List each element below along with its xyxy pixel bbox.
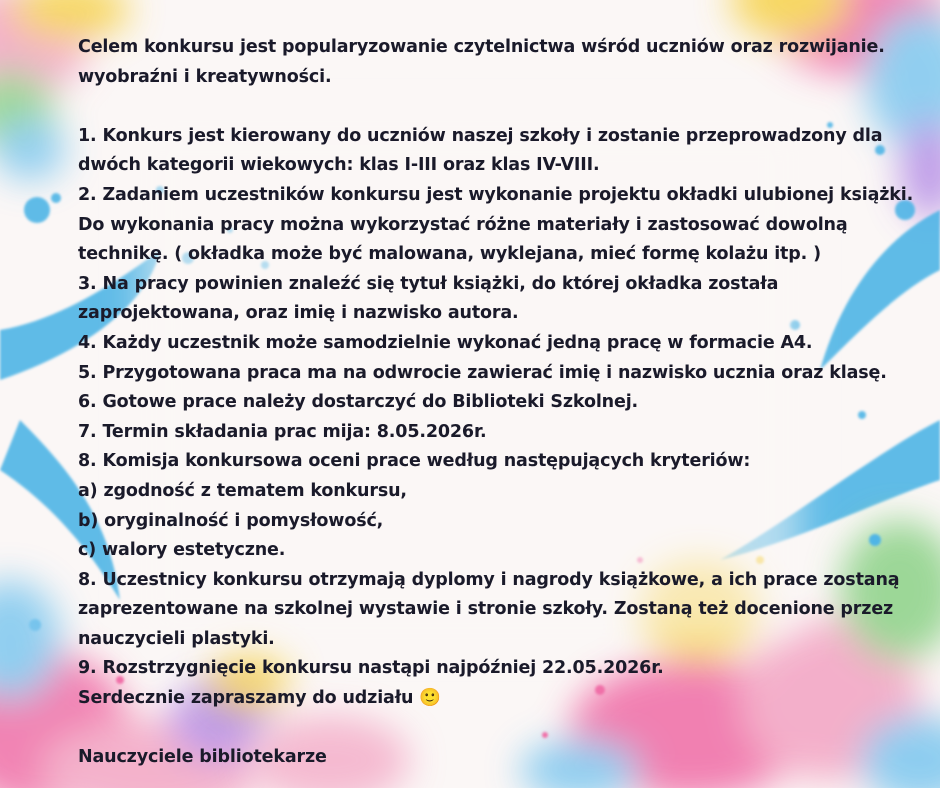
criterion-line: c) walory estetyczne. (78, 540, 286, 561)
invitation-line (78, 684, 928, 714)
rule-line: 7. Termin składania prac mija: 8.05.2026r. (78, 421, 487, 442)
intro-line-2: wyobraźni i kreatywności. (78, 66, 332, 87)
rule-line: 4. Każdy uczestnik może samodzielnie wykonać jedną pracę w formacie A4. (78, 332, 813, 353)
rule-line: 5. Przygotowana praca ma na odwrocie zawierać imię i nazwisko ucznia oraz klasę. (78, 362, 887, 383)
criterion-line: b) oryginalność i pomysłowość, (78, 510, 384, 531)
signature: Nauczyciele bibliotekarze (78, 747, 327, 768)
rule-line: Do wykonania pracy można wykorzystać różne materiały i zastosować dowolną (78, 214, 848, 235)
rule-line: nauczycieli plastyki. (78, 628, 275, 649)
contest-rules-text (78, 33, 928, 773)
invitation-text: Serdecznie zapraszamy do udziału (78, 688, 414, 709)
rule-line: 3. Na pracy powinien znaleźć się tytuł książki, do której okładka została (78, 273, 779, 294)
rule-line: zaprojektowana, oraz imię i nazwisko autora. (78, 303, 519, 324)
spacer (78, 92, 928, 122)
rule-line: technikę. ( okładka może być malowana, wyklejana, mieć formę kolażu itp. ) (78, 244, 821, 265)
rule-line: 1. Konkurs jest kierowany do uczniów naszej szkoły i zostanie przeprowadzony dla (78, 125, 883, 146)
spacer (78, 714, 928, 744)
rule-line: dwóch kategorii wiekowych: klas I-III oraz klas IV-VIII. (78, 155, 600, 176)
rule-line: 2. Zadaniem uczestników konkursu jest wykonanie projektu okładki ulubionej książki. (78, 184, 914, 205)
criterion-line: a) zgodność z tematem konkursu, (78, 480, 407, 501)
rule-line: 6. Gotowe prace należy dostarczyć do Biblioteki Szkolnej. (78, 392, 639, 413)
rule-line: 9. Rozstrzygnięcie konkursu nastąpi najpóźniej 22.05.2026r. (78, 658, 664, 679)
smiley-icon: 🙂 (419, 688, 441, 709)
intro-line-1: Celem konkursu jest popularyzowanie czytelnictwa wśród uczniów oraz rozwijanie. (78, 37, 885, 57)
rule-line: 8. Uczestnicy konkursu otrzymają dyplomy i nagrody książkowe, a ich prace zostaną (78, 569, 900, 590)
rule-line: 8. Komisja konkursowa oceni prace według następujących kryteriów: (78, 451, 751, 472)
rule-line: zaprezentowane na szkolnej wystawie i stronie szkoły. Zostaną też docenione przez (78, 599, 894, 620)
